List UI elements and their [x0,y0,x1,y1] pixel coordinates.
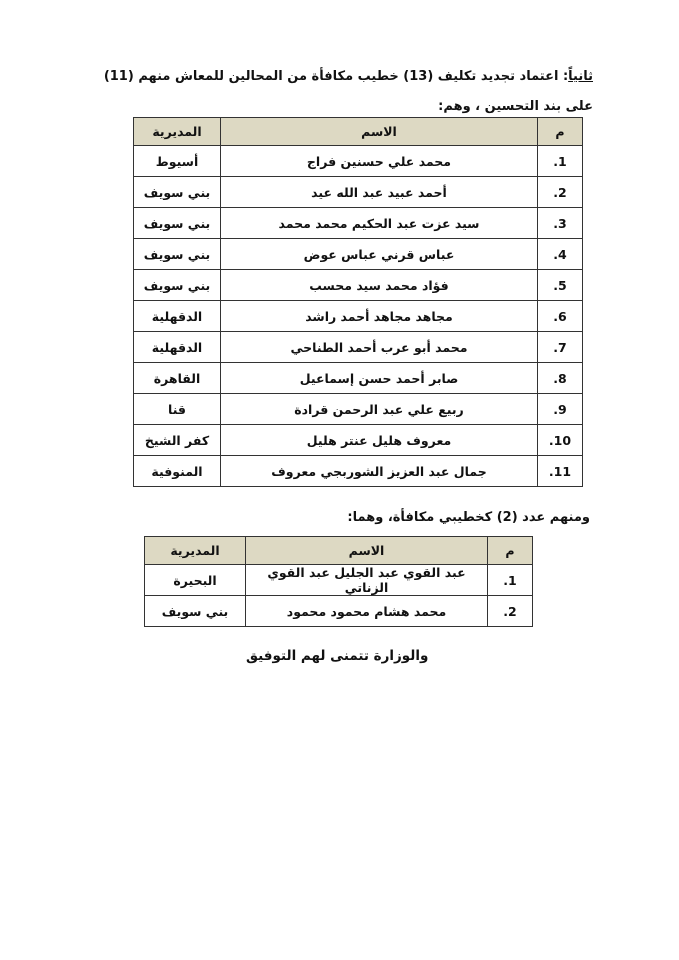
table-row [145,596,533,627]
table-row [134,332,583,363]
table-reward-preachers-two [144,536,533,627]
table-row [134,208,583,239]
table-retirees-eleven [133,117,583,487]
cell-num: 8. [538,363,583,394]
table-row [134,456,583,487]
cell-directorate: بني سويف [145,596,246,627]
closing-line: والوزارة تتمنى لهم التوفيق [246,648,429,664]
cell-name: جمال عبد العزيز الشوربجي معروف [221,456,538,487]
cell-directorate: الدقهلية [134,332,221,363]
table-row [134,270,583,301]
intro-text: : اعتماد تجديد تكليف (13) خطيب مكافأة من المحالين للمعاش منهم (11) على بند التحسين ، وهم: [103,69,593,114]
cell-num: 6. [538,301,583,332]
table-row [134,425,583,456]
cell-name: محمد هشام محمود محمود [246,596,488,627]
cell-num: 3. [538,208,583,239]
table-row [134,239,583,270]
cell-name: عباس قرني عباس عوض [221,239,538,270]
cell-name: محمد أبو عرب أحمد الطناحي [221,332,538,363]
cell-name: صابر أحمد حسن إسماعيل [221,363,538,394]
table-header-row [145,537,533,565]
cell-directorate: الدقهلية [134,301,221,332]
table-row [134,363,583,394]
cell-name: سيد عزت عبد الحكيم محمد محمد [221,208,538,239]
cell-name: محمد علي حسنين فراج [221,146,538,177]
cell-directorate: كفر الشيخ [134,425,221,456]
cell-directorate: المنوفية [134,456,221,487]
cell-directorate: أسيوط [134,146,221,177]
cell-num: 1. [538,146,583,177]
cell-num: 5. [538,270,583,301]
cell-name: مجاهد مجاهد أحمد راشد [221,301,538,332]
cell-num: 11. [538,456,583,487]
cell-directorate: القاهرة [134,363,221,394]
intro-paragraph [73,62,593,122]
table-row [134,394,583,425]
cell-num: 10. [538,425,583,456]
cell-directorate: بني سويف [134,177,221,208]
cell-name: عبد القوي عبد الجليل عبد القوي الزناتي [246,565,488,596]
table-row [134,177,583,208]
cell-directorate: بني سويف [134,239,221,270]
cell-name: ربيع علي عبد الرحمن قرادة [221,394,538,425]
header-num: م [538,118,583,146]
cell-name: معروف هليل عنتر هليل [221,425,538,456]
table-row [145,565,533,596]
header-directorate: المديرية [134,118,221,146]
cell-directorate: بني سويف [134,208,221,239]
cell-num: 2. [488,596,533,627]
cell-num: 2. [538,177,583,208]
cell-num: 7. [538,332,583,363]
table-row [134,146,583,177]
intro-lead: ثانياً [568,69,593,84]
cell-num: 4. [538,239,583,270]
header-name: الاسم [221,118,538,146]
header-directorate: المديرية [145,537,246,565]
table-row [134,301,583,332]
header-num: م [488,537,533,565]
cell-name: أحمد عبيد عبد الله عيد [221,177,538,208]
cell-num: 1. [488,565,533,596]
cell-directorate: قنا [134,394,221,425]
header-name: الاسم [246,537,488,565]
second-group-text: ومنهم عدد (2) كخطيبي مكافأة، وهما: [347,510,590,525]
cell-directorate: بني سويف [134,270,221,301]
table-header-row [134,118,583,146]
cell-num: 9. [538,394,583,425]
cell-name: فؤاد محمد سيد محسب [221,270,538,301]
cell-directorate: البحيرة [145,565,246,596]
